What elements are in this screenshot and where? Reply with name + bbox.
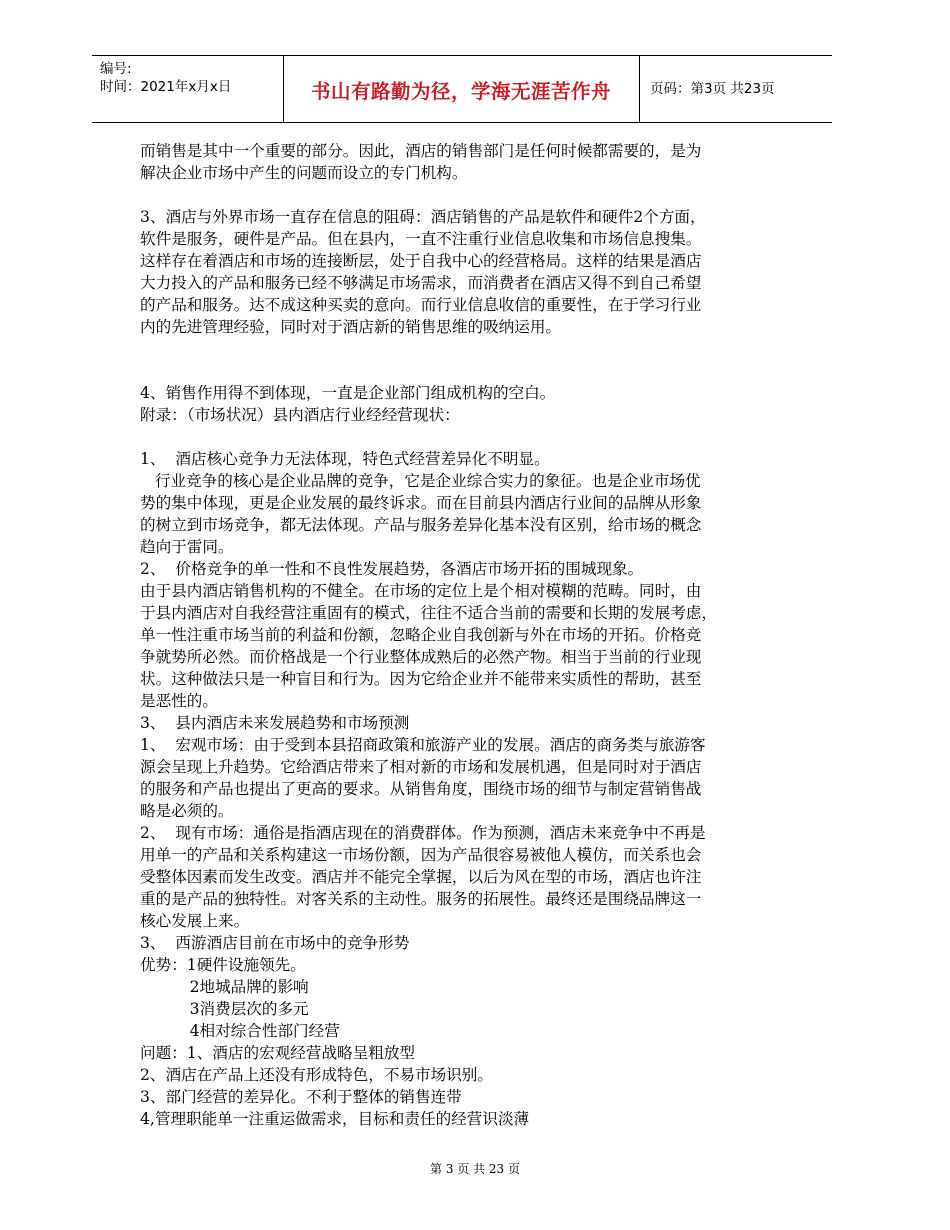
body-text-line: 附录：（市场状况）县内酒店行业经经营现状：: [140, 406, 460, 424]
body-text-line: 受整体因素而发生改变。酒店并不能完全掌握，以后为风在型的市场，酒店也许注: [140, 868, 702, 886]
body-text-line: 问题：1、酒店的宏观经营战略呈粗放型: [140, 1044, 416, 1062]
body-text-line: 于县内酒店对自我经营注重固有的模式，往往不适合当前的需要和长期的发展考虑，: [140, 604, 717, 622]
body-text-line: 3、 西游酒店目前在市场中的竞争形势: [140, 934, 410, 952]
body-text-line: 2、 价格竞争的单一性和不良性发展趋势，各酒店市场开拓的围城现象。: [140, 560, 644, 578]
page-footer: 第 3 页 共 23 页: [430, 1162, 520, 1176]
header-page-number: 页码：第3页 共23页: [650, 81, 775, 97]
body-text-line: 这样存在着酒店和市场的连接断层，处于自我中心的经营格局。这样的结果是酒店: [140, 252, 702, 270]
body-text-line: 单一性注重市场当前的利益和份额，忽略企业自我创新与外在市场的开拓。价格竞: [140, 626, 702, 644]
body-text-line: 4相对综合性部门经营: [140, 1022, 340, 1040]
body-text-line: 2、酒店在产品上还没有形成特色，不易市场识别。: [140, 1066, 493, 1084]
body-text-line: 趋向于雷同。: [140, 538, 234, 556]
body-text-line: 状。这种做法只是一种盲目和行为。因为它给企业并不能带来实质性的帮助，甚至: [140, 670, 702, 688]
blank-line: [140, 426, 830, 448]
body-text-line: 源会呈现上升趋势。它给酒店带来了相对新的市场和发展机遇，但是同时对于酒店: [140, 758, 702, 776]
header-motto: 书山有路勤为径，学海无涯苦作舟: [310, 80, 611, 103]
body-text-line: 内的先进管理经验，同时对于酒店新的销售思维的吸纳运用。: [140, 318, 562, 336]
body-text-line: 行业竞争的核心是企业品牌的竞争，它是企业综合实力的象征。也是企业市场优: [140, 472, 701, 490]
body-text-line: 1、 宏观市场：由于受到本县招商政策和旅游产业的发展。酒店的商务类与旅游客: [140, 736, 706, 754]
document-time-label: 时间：2021年x月x日: [100, 79, 232, 95]
header-motto-cell: [283, 56, 640, 122]
body-text-line: 4、销售作用得不到体现，一直是企业部门组成机构的空白。: [140, 384, 556, 402]
document-number-label: 编号:: [100, 61, 132, 77]
body-text-line: 4,管理职能单一注重运做需求，目标和责任的经营识淡薄: [140, 1110, 530, 1128]
body-text-line: 1、 酒店核心竞争力无法体现，特色式经营差异化不明显。: [140, 450, 550, 468]
body-text-line: 3、酒店与外界市场一直存在信息的阻碍：酒店销售的产品是软件和硬件2个方面，: [140, 208, 706, 226]
blank-line: [140, 360, 830, 382]
body-text-line: 的产品和服务。达不成这种买卖的意向。而行业信息收信的重要性，在于学习行业: [140, 296, 702, 314]
document-body: [140, 140, 830, 1130]
body-text-line: 3、部门经营的差异化。不利于整体的销售连带: [140, 1088, 462, 1106]
body-text-line: 2、 现有市场：通俗是指酒店现在的消费群体。作为预测，酒店未来竞争中不再是: [140, 824, 706, 842]
header-page-cell: [640, 56, 832, 122]
body-text-line: 解决企业市场中产生的问题而设立的专门机构。: [140, 164, 468, 182]
body-text-line: 大力投入的产品和服务已经不够满足市场需求，而消费者在酒店又得不到自己希望: [140, 274, 702, 292]
body-text-line: 用单一的产品和关系构建这一市场份额，因为产品很容易被他人模仿，而关系也会: [140, 846, 702, 864]
body-text-line: 而销售是其中一个重要的部分。因此，酒店的销售部门是任何时候都需要的，是为: [140, 142, 702, 160]
body-text-line: 的树立到市场竞争，都无法体现。产品与服务差异化基本没有区别，给市场的概念: [140, 516, 702, 534]
body-text-line: 争就势所必然。而价格战是一个行业整体成熟后的必然产物。相当于当前的行业现: [140, 648, 702, 666]
body-text-line: 略是必须的。: [140, 802, 234, 820]
body-text-line: 的服务和产品也提出了更高的要求。从销售角度，围绕市场的细节与制定营销售战: [140, 780, 702, 798]
body-text-line: 核心发展上来。: [140, 912, 250, 930]
page-header: [92, 55, 832, 123]
body-text-line: 优势：1硬件设施领先。: [140, 956, 306, 974]
body-text-line: 势的集中体现，更是企业发展的最终诉求。而在目前县内酒店行业间的品牌从形象: [140, 494, 702, 512]
body-text-line: 3消费层次的多元: [140, 1000, 309, 1018]
header-info-cell: [92, 56, 284, 122]
body-text-line: 2地城品牌的影响: [140, 978, 309, 996]
body-text-line: 软件是服务，硬件是产品。但在县内，一直不注重行业信息收集和市场信息搜集。: [140, 230, 702, 248]
body-text-line: 3、 县内酒店未来发展趋势和市场预测: [140, 714, 410, 732]
body-text-line: 由于县内酒店销售机构的不健全。在市场的定位上是个相对模糊的范畴。同时，由: [140, 582, 702, 600]
blank-line: [140, 338, 830, 360]
body-text-line: 是恶性的。: [140, 692, 218, 710]
blank-line: [140, 184, 830, 206]
body-text-line: 重的是产品的独特性。对客关系的主动性。服务的拓展性。最终还是围绕品牌这一: [140, 890, 702, 908]
